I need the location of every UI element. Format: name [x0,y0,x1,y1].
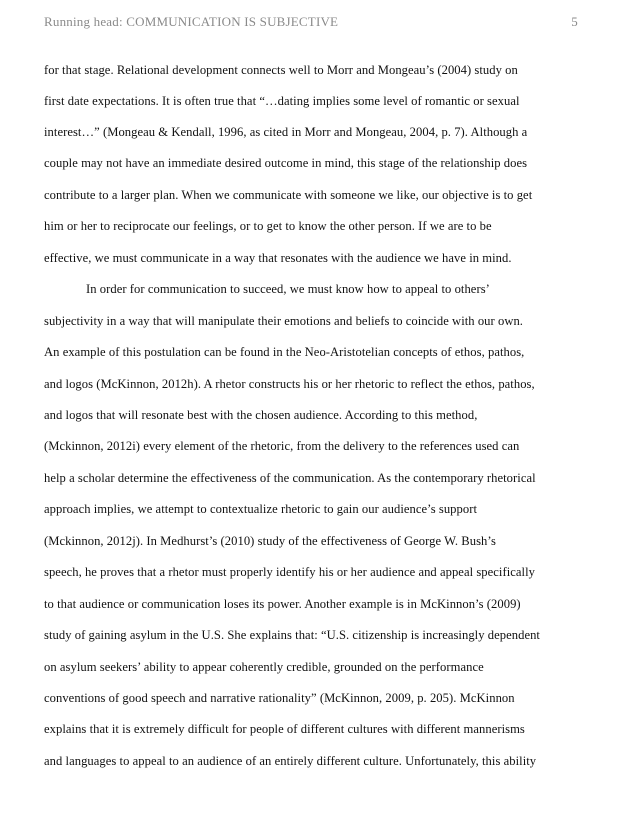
text-line: interest…” (Mongeau & Kendall, 1996, as cited in Morr and Mongeau, 2004, p. 7). Although a [44,125,528,139]
text-line: (Mckinnon, 2012i) every element of the rhetoric, from the delivery to the references used can [44,439,520,453]
text-line: An example of this postulation can be found in the Neo-Aristotelian concepts of ethos, pathos, [44,345,525,359]
text-line: and languages to appeal to an audience of an entirely different culture. Unfortunately, this ability [44,754,537,768]
text-line: study of gaining asylum in the U.S. She explains that: “U.S. citizenship is increasingly dependent [44,628,540,642]
text-line: speech, he proves that a rhetor must properly identify his or her audience and appeal specifically [44,565,535,579]
page-header [44,14,578,34]
text-line: him or her to reciprocate our feelings, or to get to know the other person. If we are to be [44,219,492,233]
text-line: (Mckinnon, 2012j). In Medhurst’s (2010) study of the effectiveness of George W. Bush’s [44,534,496,548]
text-line: and logos that will resonate best with the chosen audience. According to this method, [44,408,478,422]
text-line: for that stage. Relational development connects well to Morr and Mongeau’s (2004) study on [44,63,518,77]
text-line: effective, we must communicate in a way that resonates with the audience we have in mind. [44,251,512,265]
text-line: conventions of good speech and narrative rationality” (McKinnon, 2009, p. 205). McKinnon [44,691,515,705]
text-line: and logos (McKinnon, 2012h). A rhetor constructs his or her rhetoric to reflect the ethos, pathos, [44,377,535,391]
running-head: Running head: COMMUNICATION IS SUBJECTIVE [44,14,339,29]
text-line: help a scholar determine the effectiveness of the communication. As the contemporary rhetorical [44,471,536,485]
text-line: explains that it is extremely difficult for people of different cultures with different mannerisms [44,722,525,736]
text-line: contribute to a larger plan. When we communicate with someone we like, our objective is to get [44,188,533,202]
text-line: couple may not have an immediate desired outcome in mind, this stage of the relationship does [44,156,528,170]
text-line: subjectivity in a way that will manipulate their emotions and beliefs to coincide with our own. [44,314,524,328]
text-line: approach implies, we attempt to contextualize rhetoric to gain our audience’s support [44,502,477,516]
text-line: to that audience or communication loses its power. Another example is in McKinnon’s (2009) [44,597,521,611]
paragraph-first-line: In order for communication to succeed, we must know how to appeal to others’ [86,282,490,296]
text-line: first date expectations. It is often true that “…dating implies some level of romantic or sexual [44,94,520,108]
text-line: on asylum seekers’ ability to appear coherently credible, grounded on the performance [44,660,484,674]
page-number: 5 [571,14,578,29]
